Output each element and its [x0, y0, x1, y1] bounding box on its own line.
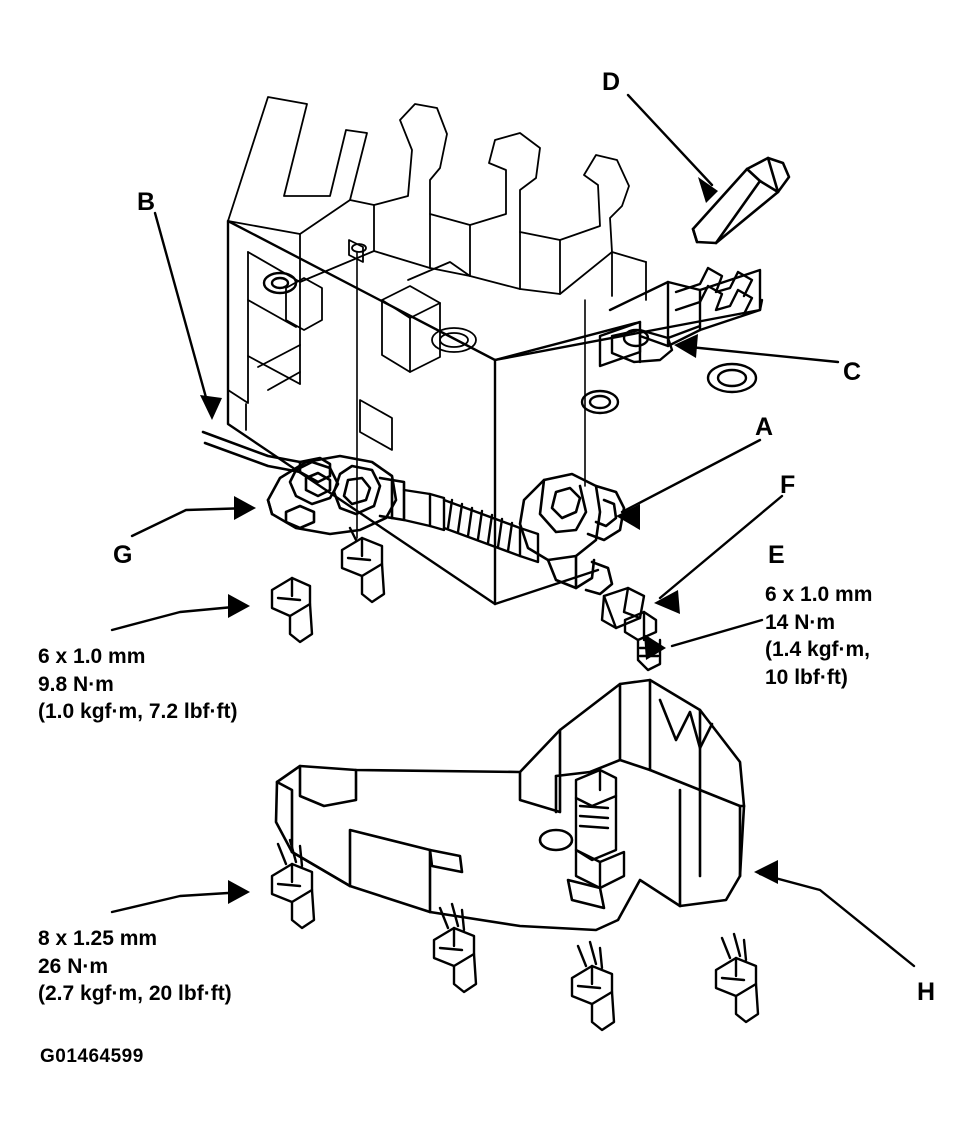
torque-spec-line: (1.0 kgf·m, 7.2 lbf·ft): [38, 700, 238, 724]
part-h-mount-bracket: [276, 680, 744, 930]
callout-d: D: [602, 68, 621, 96]
bolt-left-upper-a: [272, 578, 312, 642]
callout-g: G: [113, 541, 133, 569]
bracket-bushing-posts: [576, 770, 624, 888]
part-g-shift-lever-bracket: [268, 456, 404, 534]
torque-spec-line: 6 x 1.0 mm: [765, 583, 873, 606]
torque-spec-line: 14 N·m: [765, 610, 836, 634]
torque-spec-line: 26 N·m: [38, 954, 109, 978]
bolt-lower-4: [716, 934, 758, 1022]
torque-spec-right: [765, 581, 872, 692]
callout-h: H: [917, 978, 936, 1006]
torque-spec-left-upper: [38, 643, 238, 726]
torque-spec-line: (1.4 kgf·m,: [765, 638, 871, 662]
shift-rod-with-spring: [404, 490, 538, 562]
callout-c: C: [843, 358, 862, 386]
figure-code: G01464599: [40, 1046, 144, 1067]
torque-spec-left-lower: [38, 925, 232, 1008]
part-f-clip: [602, 588, 644, 628]
callout-a: A: [755, 413, 774, 441]
torque-spec-line: 8 x 1.25 mm: [38, 927, 158, 950]
torque-spec-line: (2.7 kgf·m, 20 lbf·ft): [38, 982, 232, 1006]
leader-lines: [112, 95, 914, 966]
bolt-lower-3: [572, 942, 614, 1030]
torque-spec-line: 6 x 1.0 mm: [38, 645, 146, 668]
callout-e: E: [768, 541, 785, 569]
torque-spec-line: 9.8 N·m: [38, 672, 114, 696]
torque-spec-line: 10 lbf·ft): [765, 666, 848, 690]
part-b-shift-cable: [203, 432, 330, 482]
bolt-left-upper-b: [342, 528, 384, 602]
bolt-lower-1: [272, 840, 314, 928]
callout-b: B: [137, 188, 156, 216]
callout-f: F: [780, 471, 796, 499]
